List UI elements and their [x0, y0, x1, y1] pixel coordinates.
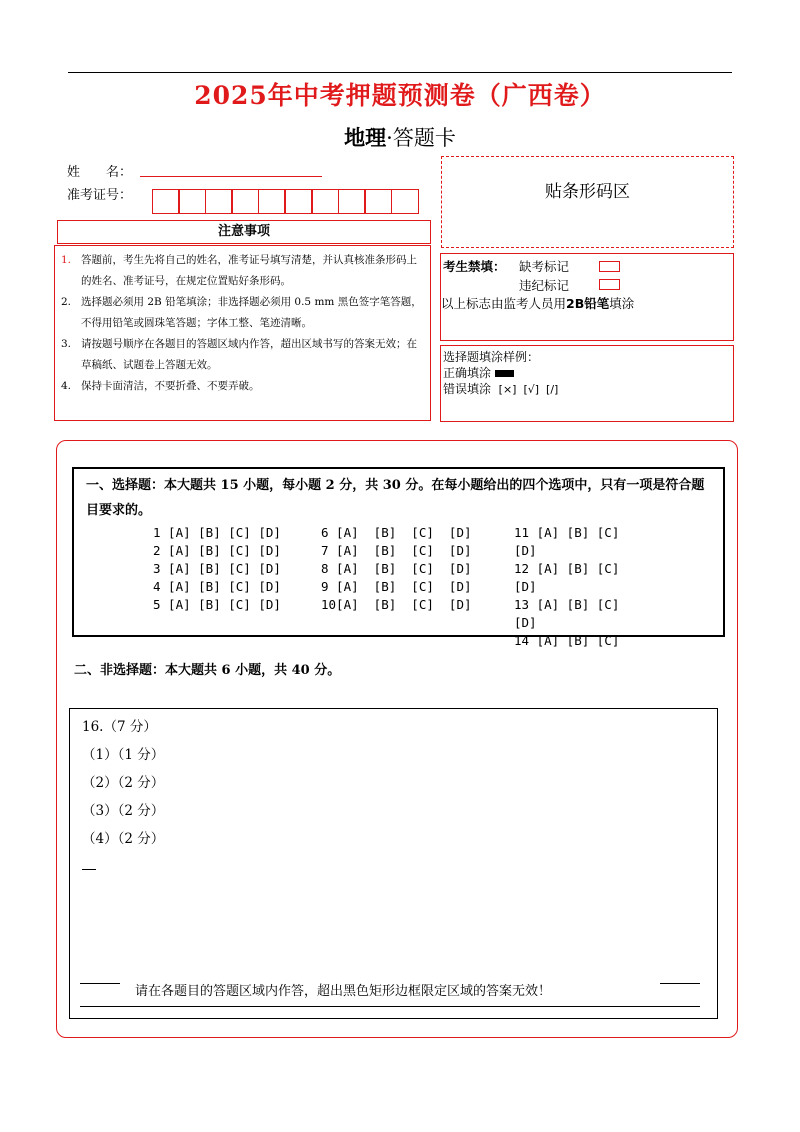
choice-row[interactable]: 7 [A] [B] [C] [D] — [321, 543, 472, 558]
absent-mark-box[interactable] — [599, 261, 620, 272]
violation-mark-box[interactable] — [599, 279, 620, 290]
bottom-rule — [80, 1006, 700, 1007]
filled-bubble-icon — [495, 370, 514, 377]
q16-title: 16.（7 分） — [82, 719, 157, 735]
q16-part: （4）（2 分） — [82, 831, 165, 847]
sample-correct-row — [443, 365, 731, 381]
choice-row[interactable]: 10[A] [B] [C] [D] — [321, 597, 472, 612]
choice-row[interactable]: 1 [A] [B] [C] [D] — [153, 525, 281, 540]
id-digit-box[interactable] — [364, 189, 392, 214]
id-digit-box[interactable] — [311, 189, 339, 214]
choice-column-1 — [153, 524, 281, 614]
id-digit-box[interactable] — [231, 189, 259, 214]
choice-column-3 — [514, 524, 619, 650]
name-label: 姓 名： — [67, 165, 133, 180]
examiner-only-box — [440, 253, 734, 341]
page-title: 2025年中考押题预测卷（广西卷） — [194, 81, 606, 110]
sample-wrong-marks: [×] [√] [/] — [498, 383, 559, 396]
sample-title: 选择题填涂样例： — [443, 350, 540, 364]
q16-part: （1）（1 分） — [82, 747, 165, 763]
section2-heading: 二、非选择题：本大题共 6 小题，共 40 分。 — [74, 663, 341, 678]
top-rule — [68, 72, 732, 73]
notice-box — [54, 245, 431, 421]
choice-row[interactable]: 11 [A] [B] [C] — [514, 525, 620, 540]
forbid-note-post: 填涂 — [609, 296, 635, 311]
id-digit-box[interactable] — [152, 189, 180, 214]
notice-text: 请按题号顺序在各题目的答题区域内作答，超出区域书写的答案无效；在草稿纸、试题卷上答题无效。 — [81, 338, 417, 371]
absent-label: 缺考标记 — [519, 259, 570, 274]
sample-correct-label: 正确填涂 — [443, 366, 492, 380]
notice-item — [61, 334, 424, 376]
q16-warning: 请在各题目的答题区域内作答，超出黑色矩形边框限定区域的答案无效！ — [135, 984, 552, 999]
choice-row[interactable]: [D] — [514, 543, 537, 558]
forbid-note-bold: 2B铅笔 — [566, 296, 610, 311]
choice-row[interactable]: [D] — [514, 615, 537, 630]
sample-wrong-label: 错误填涂 — [443, 382, 492, 396]
choice-row[interactable]: 5 [A] [B] [C] [D] — [153, 597, 281, 612]
notice-text: 保持卡面清洁，不要折叠、不要弄破。 — [81, 380, 260, 392]
notice-num: 4. — [61, 380, 72, 392]
notice-text: 答题前，考生先将自己的姓名，准考证号填写清楚，并认真核准条形码上的姓名、准考证号，在规定位置贴好条形码。 — [81, 254, 417, 287]
subject-name: 地理 — [344, 125, 387, 150]
section1-heading: 一、选择题：本大题共 15 小题，每小题 2 分，共 30 分。在每小题给出的四个选项中，只有一项是符合题目要求的。 — [86, 478, 705, 518]
answer-start-dash — [82, 869, 96, 870]
violation-label: 违纪标记 — [519, 278, 570, 293]
id-digit-box[interactable] — [284, 189, 312, 214]
notice-item — [61, 292, 424, 334]
question-16-box[interactable] — [69, 708, 718, 1019]
subtitle-rest: ·答题卡 — [386, 126, 456, 150]
notice-text: 选择题必须用 2B 铅笔填涂；非选择题必须用 0.5 mm 黑色签字笔答题，不得用铅笔或圆珠笔答题；字体工整、笔迹清晰。 — [81, 296, 422, 329]
choice-row[interactable]: 9 [A] [B] [C] [D] — [321, 579, 472, 594]
warning-rule-right — [660, 983, 700, 984]
choice-column-2 — [321, 524, 472, 614]
forbid-note-pre: 以上标志由监考人员用 — [441, 296, 567, 311]
choice-row[interactable]: [D] — [514, 579, 537, 594]
barcode-area: 贴条形码区 — [441, 156, 734, 248]
warning-rule-left — [80, 983, 120, 984]
choice-row[interactable]: 12 [A] [B] [C] — [514, 561, 620, 576]
id-digit-box[interactable] — [205, 189, 233, 214]
q16-part: （2）（2 分） — [82, 775, 165, 791]
name-field[interactable] — [140, 176, 322, 177]
notice-num: 3. — [61, 338, 72, 350]
notice-item — [61, 250, 424, 292]
sample-wrong-row — [443, 381, 731, 398]
choice-row[interactable]: 13 [A] [B] [C] — [514, 597, 620, 612]
page-subtitle — [0, 122, 800, 152]
forbid-label: 考生禁填： — [443, 259, 506, 274]
q16-part: （3）（2 分） — [82, 803, 165, 819]
forbid-note — [441, 294, 634, 312]
choice-row[interactable]: 3 [A] [B] [C] [D] — [153, 561, 281, 576]
id-digit-box[interactable] — [338, 189, 366, 214]
id-number-boxes[interactable] — [153, 189, 419, 214]
id-digit-box[interactable] — [178, 189, 206, 214]
choice-row[interactable]: 2 [A] [B] [C] [D] — [153, 543, 281, 558]
choice-row[interactable]: 8 [A] [B] [C] [D] — [321, 561, 472, 576]
notice-num: 1. — [61, 254, 72, 266]
notice-heading: 注意事项 — [57, 220, 431, 244]
notice-num: 2. — [61, 296, 72, 308]
id-digit-box[interactable] — [391, 189, 419, 214]
choice-row[interactable]: 14 [A] [B] [C] — [514, 633, 620, 648]
id-digit-box[interactable] — [258, 189, 286, 214]
choice-row[interactable]: 6 [A] [B] [C] [D] — [321, 525, 472, 540]
notice-item — [61, 376, 424, 397]
id-label: 准考证号： — [67, 188, 133, 203]
fill-sample-box — [440, 345, 734, 422]
choice-row[interactable]: 4 [A] [B] [C] [D] — [153, 579, 281, 594]
